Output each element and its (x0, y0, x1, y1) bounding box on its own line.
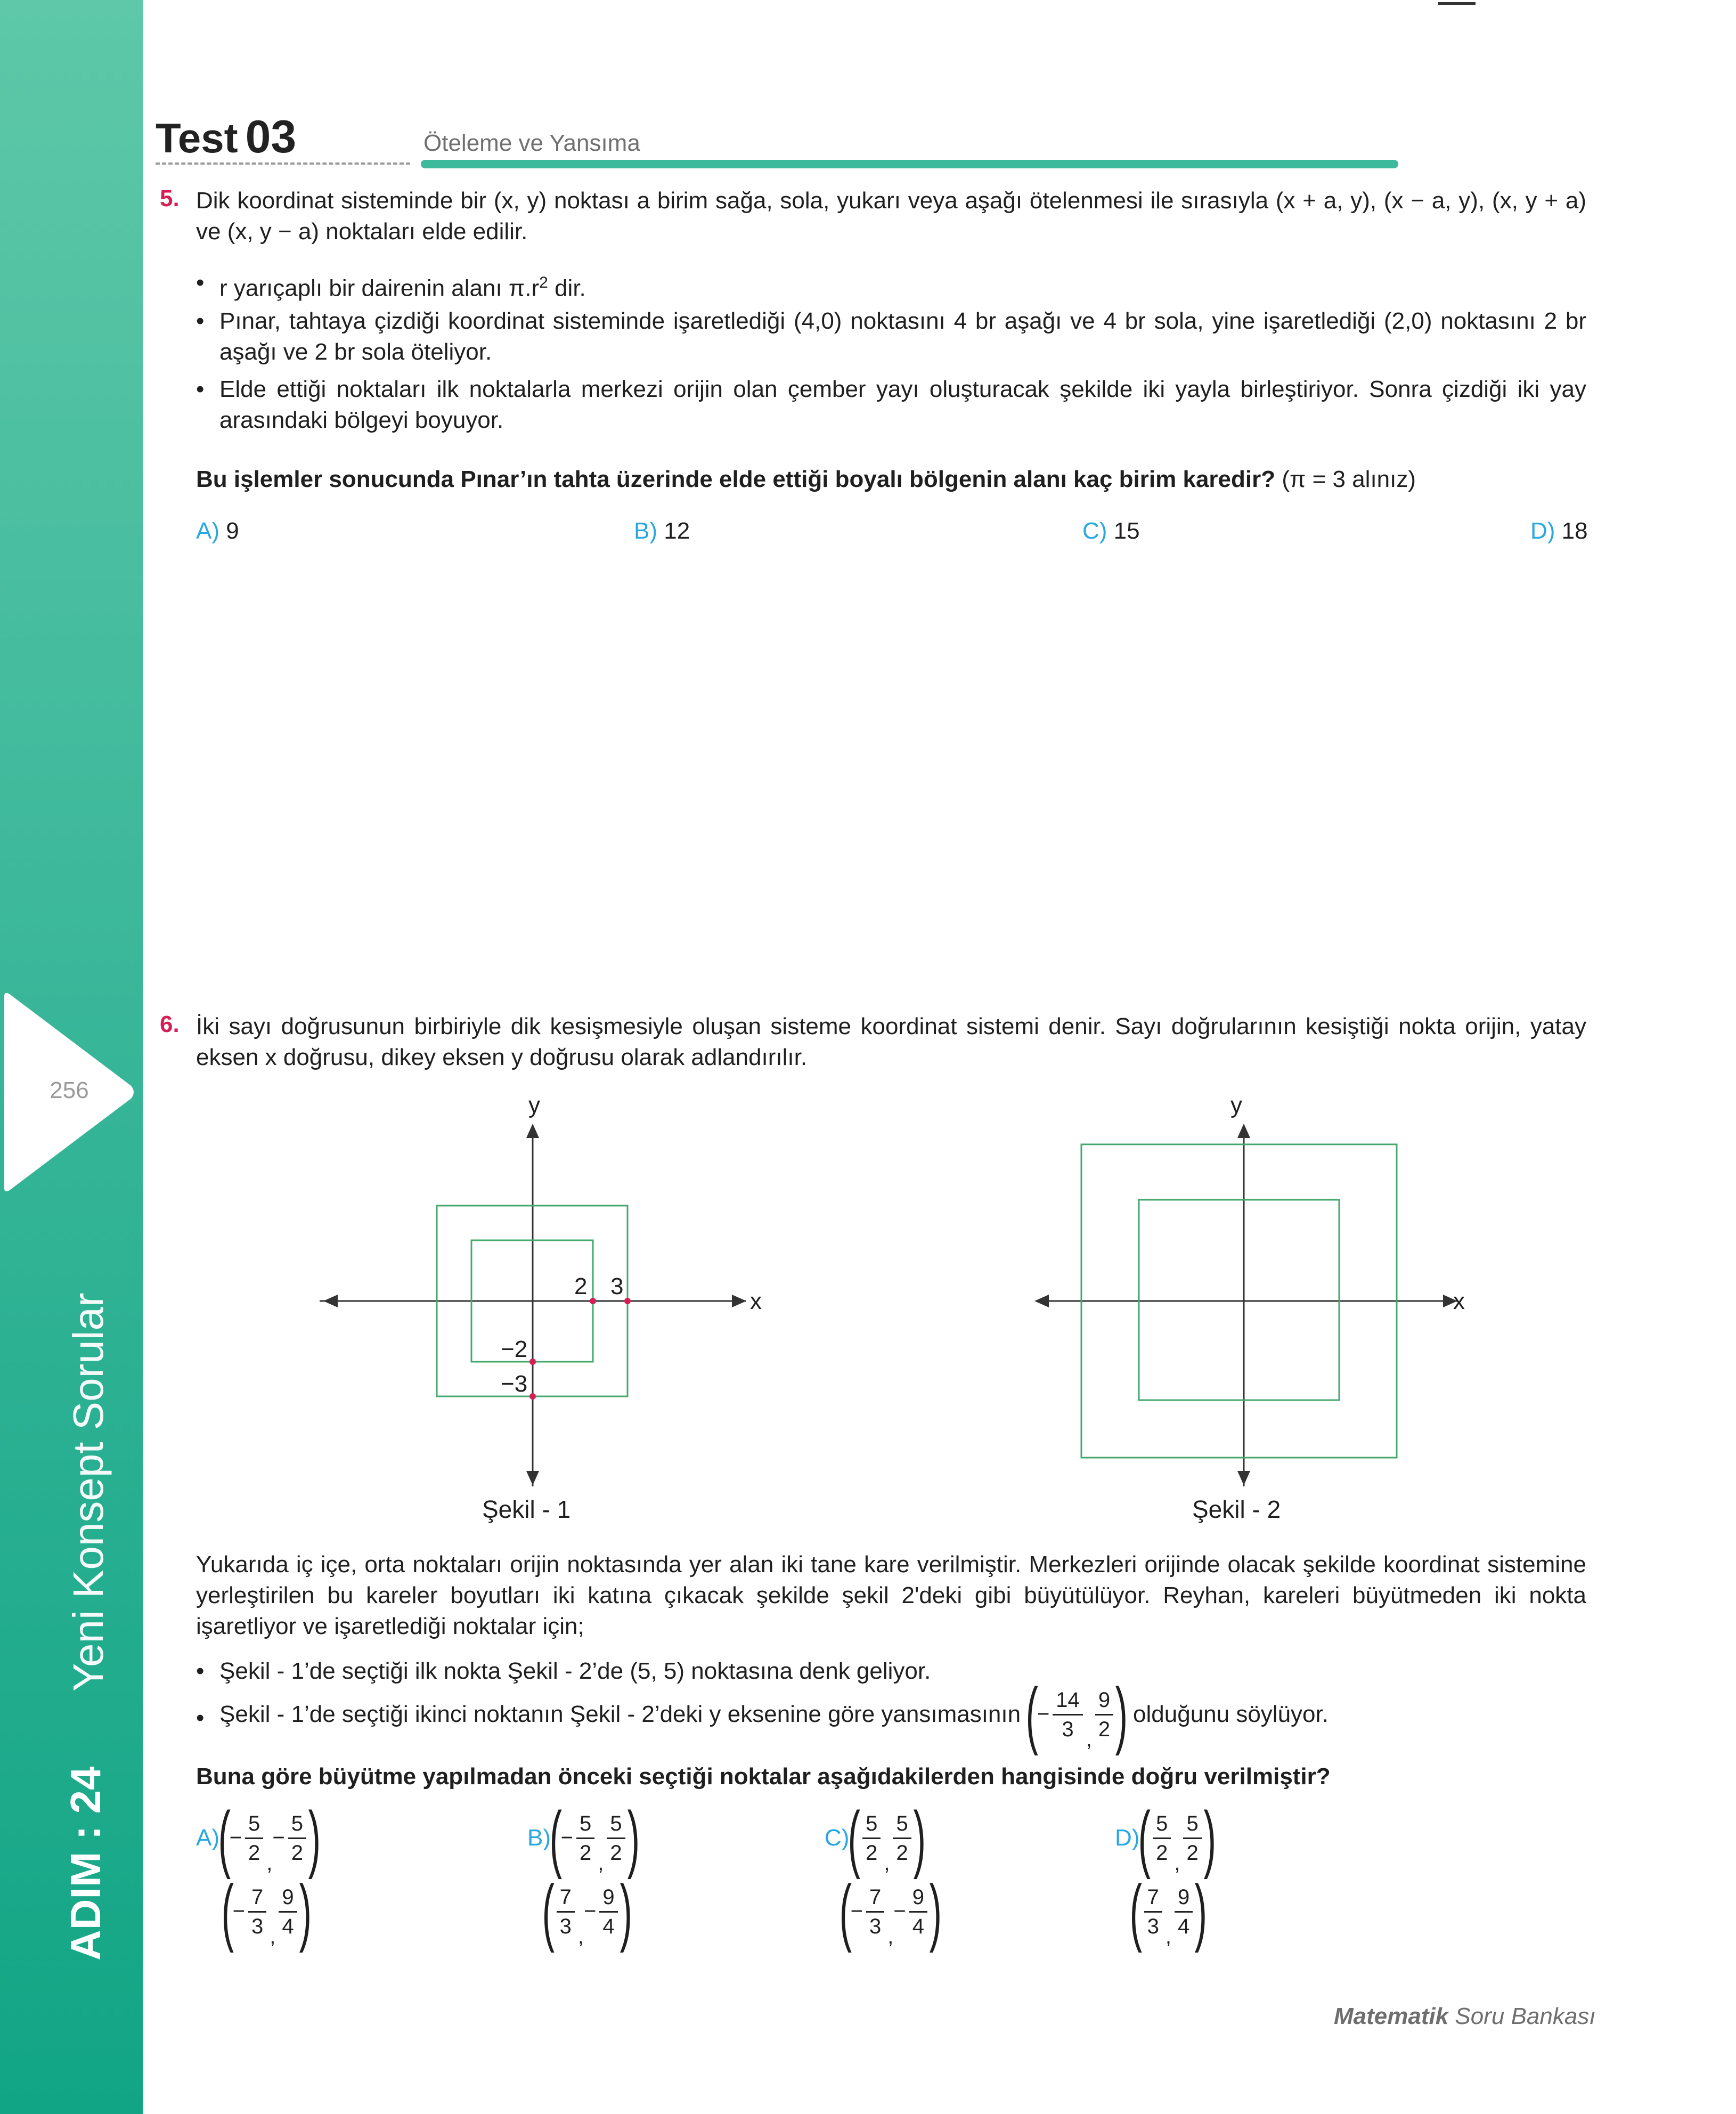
footer-book-title (1334, 2003, 1596, 2030)
question-5-bullet-3: Elde ettiği noktaları ilk noktalarla merkezi orijin olan çember yayı oluşturacak şekilde iki yayla birleştiriyor. Sonra çizdiği iki yay arasındaki bölgeyi boyuyor. (219, 376, 1586, 433)
sidebar-step-label: ADIM : 24 (62, 1766, 109, 1961)
option-letter: C) (825, 1825, 850, 1851)
q6-option-c[interactable]: C)( $\frac{5}{2}$ , $\frac{5}{2}$ ) (825, 1796, 926, 1880)
test-title (156, 111, 296, 164)
option-letter: A) (196, 518, 219, 544)
question-6-bullet-2: Şekil - 1’de seçtiği ikinci noktanın Şekil - 2’deki y eksenine göre yansımasının (− $\frac{14}{3}$ , $\frac{9}{2}$ ) olduğunu söylüyor. (219, 1672, 1329, 1756)
question-5-prompt-text: Bu işlemler sonucunda Pınar’ın tahta üzerinde elde ettiği boyalı bölgenin alanı kaç birim karedir? (196, 466, 1276, 492)
option-value: 18 (1561, 518, 1588, 544)
option-value: 15 (1113, 518, 1140, 544)
footer-subject: Matematik (1334, 2003, 1449, 2029)
bullet-dot: • (196, 1658, 205, 1684)
sidebar-concept-label: Yeni Konsept Sorular (64, 1292, 112, 1692)
question-5-note: (π = 3 alınız) (1282, 466, 1416, 492)
figure-1-graph (309, 1119, 762, 1502)
point-neg2-on-y (529, 1359, 536, 1365)
question-5-bullet-2: Pınar, tahtaya çizdiği koordinat sisteminde işaretlediği (4,0) noktasını 4 br aşağı ve 4 br sola, yine işaretlediği (2,0) noktasını 2 br aşağı ve 2 br sola öteliyor. (219, 308, 1586, 365)
footer-book: Soru Bankası (1448, 2003, 1596, 2029)
figure-2-y-label: y (1230, 1092, 1242, 1118)
header-dashed-divider (156, 162, 410, 165)
figure-1-caption: Şekil - 1 (482, 1495, 571, 1523)
figure-1-y-label: y (528, 1092, 540, 1118)
question-5-prompt (196, 464, 1592, 495)
fraction: $\frac{14}{3}$ (1053, 1689, 1083, 1740)
option-value: 12 (664, 518, 690, 544)
point-3-on-x (624, 1298, 631, 1304)
frac-sign: − (1037, 1702, 1050, 1726)
question-5-intro: Dik koordinat sisteminde bir (x, y) noktası a birim sağa, sola, yukarı veya aşağı ötelenmesi ile sırasıyla (x + a, y), (x − a, y), (x, y + a) ve (x, y − a) noktaları elde edilir. (196, 188, 1586, 245)
question-5-number: 5. (160, 185, 180, 212)
question-6-number: 6. (160, 1011, 180, 1037)
q5-option-a[interactable] (196, 518, 239, 544)
question-6-description: Yukarıda iç içe, orta noktaları orijin noktasında yer alan iki tane kare verilmiştir. Merkezleri orijinde olacak şekilde koordinat sistemine yerleştirilen bu kareler boyutları iki katına çıkacak şekilde şekil 2'deki gibi büyütülüyor. Reyhan, kareleri büyütmeden iki nokta işaretliyor ve işaretlediği noktalar için; (196, 1551, 1586, 1639)
sidebar (0, 0, 143, 2114)
bullet-1-text: r yarıçaplı bir dairenin alanı π.r (219, 275, 540, 302)
question-6-intro: İki sayı doğrusunun birbiriyle dik kesişmesiyle oluşan sisteme koordinat sistemi denir. Sayı doğrularının kesiştiği nokta orijin, yatay eksen x doğrusu, dikey eksen y doğrusu olarak adlandırılır. (196, 1013, 1586, 1070)
option-value: 9 (226, 518, 239, 544)
q6-option-c-point-2[interactable]: (− $\frac{7}{3}$ ,− $\frac{9}{4}$ ) (839, 1869, 942, 1953)
q6-option-a[interactable]: A)(− $\frac{5}{2}$ ,− $\frac{5}{2}$ ) (196, 1796, 321, 1880)
test-label: Test (156, 115, 238, 161)
fraction: $\frac{9}{2}$ (1095, 1689, 1113, 1740)
question-6-bullet-1: Şekil - 1’de seçtiği ilk nokta Şekil - 2’de (5, 5) noktasına denk geliyor. (219, 1658, 931, 1684)
test-subtitle: Öteleme ve Yansıma (423, 130, 640, 156)
option-letter: A) (196, 1825, 219, 1851)
figure-2-caption: Şekil - 2 (1192, 1495, 1281, 1523)
q6-option-b[interactable]: B)(− $\frac{5}{2}$ , $\frac{5}{2}$ ) (527, 1796, 640, 1880)
bullet-2-tail: olduğunu söylüyor. (1133, 1701, 1329, 1727)
inner-square (1139, 1200, 1339, 1400)
figure-2-graph (1020, 1119, 1473, 1502)
figure-2-x-label: x (1453, 1288, 1465, 1314)
header-accent-bar (421, 160, 1398, 168)
figure-1-label-3: 3 (610, 1273, 624, 1299)
q5-option-b[interactable] (634, 518, 690, 544)
bullet-2-text: Şekil - 1’de seçtiği ikinci noktanın Şekil - 2’deki y eksenine göre yansımasının (219, 1701, 1021, 1727)
q6-option-d[interactable]: D)( $\frac{5}{2}$ , $\frac{5}{2}$ ) (1115, 1796, 1216, 1880)
figure-1-x-label: x (750, 1288, 762, 1314)
figure-1-label-2: 2 (574, 1273, 588, 1299)
bullet-dot: • (196, 1705, 205, 1731)
option-letter: B) (634, 518, 657, 544)
bullet-dot: • (196, 308, 205, 334)
bullet-1-superscript: 2 (539, 274, 548, 291)
test-number: 03 (245, 111, 297, 162)
point-2-on-x (590, 1298, 596, 1304)
figure-1-label-neg3: −3 (501, 1371, 528, 1397)
bullet-dot: • (196, 376, 205, 402)
bullet-dot: • (196, 270, 205, 296)
q6-option-b-point-2[interactable]: ( $\frac{7}{3}$ ,− $\frac{9}{4}$ ) (542, 1869, 632, 1953)
q5-option-c[interactable] (1082, 518, 1140, 544)
figure-1-label-neg2: −2 (501, 1336, 528, 1362)
question-6-prompt: Buna göre büyütme yapılmadan önceki seçtiği noktalar aşağıdakilerden hangisinde doğru verilmiştir? (196, 1763, 1331, 1790)
q6-option-d-point-2[interactable]: ( $\frac{7}{3}$ , $\frac{9}{4}$ ) (1129, 1869, 1208, 1953)
option-letter: D) (1530, 518, 1555, 544)
page-number: 256 (50, 1077, 89, 1103)
top-page-mark (1438, 0, 1476, 5)
option-letter: D) (1115, 1825, 1140, 1851)
point-neg3-on-y (529, 1393, 536, 1400)
question-5-bullet-1 (219, 267, 1586, 304)
option-letter: B) (527, 1825, 551, 1851)
bullet-1-tail: dir. (548, 275, 586, 302)
q5-option-d[interactable] (1530, 518, 1588, 544)
option-letter: C) (1082, 518, 1107, 544)
q6-option-a-point-2[interactable]: (− $\frac{7}{3}$ , $\frac{9}{4}$ ) (221, 1869, 312, 1953)
